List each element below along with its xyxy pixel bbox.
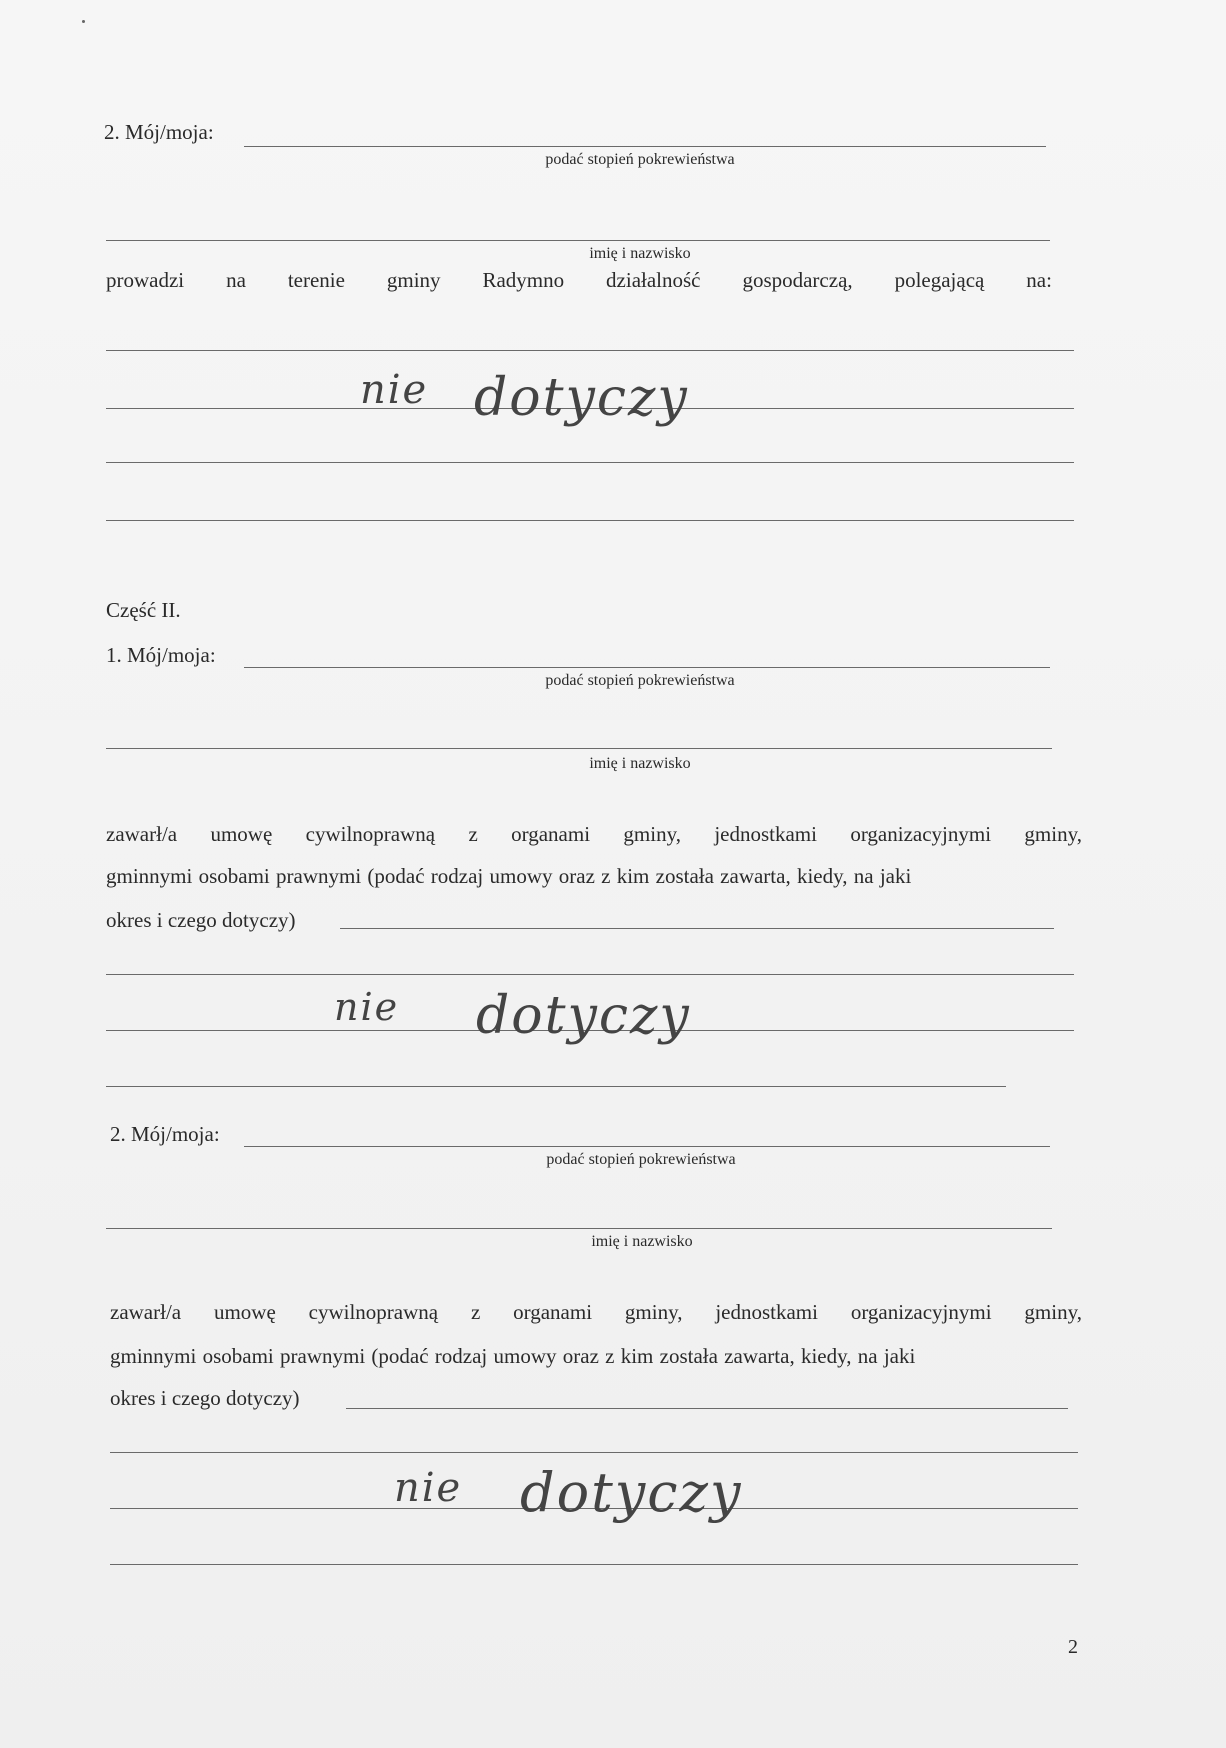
contract-text-line1 bbox=[106, 824, 1082, 845]
relation-caption: podać stopień pokrewieństwa bbox=[545, 151, 735, 168]
activity-word: gospodarczą, bbox=[742, 268, 853, 292]
activity-word: Radymno bbox=[482, 268, 565, 292]
answer-line bbox=[106, 974, 1074, 975]
contract-word: gminy, bbox=[1024, 1300, 1082, 1324]
answer-line bbox=[106, 520, 1074, 521]
relation-line bbox=[244, 667, 1050, 668]
relation-caption: podać stopień pokrewieństwa bbox=[546, 1151, 736, 1168]
name-caption: imię i nazwisko bbox=[589, 755, 691, 772]
activity-word: na: bbox=[1026, 268, 1052, 292]
contract-word: gminy, bbox=[1024, 822, 1082, 846]
contract-text-line2: gminnymi osobami prawnymi (podać rodzaj umowy oraz z kim została zawarta, kiedy, na jaki bbox=[106, 864, 912, 888]
activity-word: polegającą bbox=[894, 268, 985, 292]
relation-line bbox=[244, 1146, 1050, 1147]
relation-line bbox=[244, 146, 1046, 147]
scan-speck bbox=[82, 20, 85, 23]
handwritten-nie: nie bbox=[334, 985, 400, 1029]
handwritten-dotyczy: dotyczy bbox=[474, 368, 689, 428]
handwritten-dotyczy: dotyczy bbox=[520, 1461, 743, 1524]
contract-word: organami bbox=[511, 822, 591, 846]
answer-line bbox=[106, 462, 1074, 463]
contract-word: zawarł/a bbox=[106, 822, 178, 846]
contract-word: organizacyjnymi bbox=[850, 1300, 992, 1324]
contract-text-line3: okres i czego dotyczy) bbox=[106, 908, 296, 932]
activity-word: gminy bbox=[386, 268, 441, 292]
name-line bbox=[106, 748, 1052, 749]
name-caption: imię i nazwisko bbox=[589, 245, 691, 262]
answer-line bbox=[106, 1086, 1006, 1087]
answer-line bbox=[346, 1408, 1068, 1409]
contract-text-line1 bbox=[110, 1302, 1082, 1323]
activity-word: terenie bbox=[287, 268, 345, 292]
activity-word: na bbox=[226, 268, 246, 292]
handwritten-nie: nie bbox=[394, 1465, 463, 1511]
contract-word: cywilnoprawną bbox=[305, 822, 436, 846]
activity-text bbox=[106, 270, 1052, 291]
handwritten-dotyczy: dotyczy bbox=[476, 986, 691, 1046]
name-line bbox=[106, 1228, 1052, 1229]
item-label: 1. Mój/moja: bbox=[106, 643, 216, 667]
contract-text-line3: okres i czego dotyczy) bbox=[110, 1386, 300, 1410]
activity-word: działalność bbox=[606, 268, 701, 292]
contract-word: cywilnoprawną bbox=[308, 1300, 439, 1324]
answer-line bbox=[106, 350, 1074, 351]
contract-word: jednostkami bbox=[714, 822, 817, 846]
contract-word: umowę bbox=[210, 822, 273, 846]
name-caption: imię i nazwisko bbox=[591, 1233, 693, 1250]
section-heading: Część II. bbox=[106, 598, 181, 622]
name-line bbox=[106, 240, 1050, 241]
contract-word: organizacyjnymi bbox=[850, 822, 992, 846]
activity-word: prowadzi bbox=[106, 268, 185, 292]
contract-word: gminy, bbox=[624, 1300, 683, 1324]
answer-line bbox=[340, 928, 1054, 929]
contract-text-line2: gminnymi osobami prawnymi (podać rodzaj umowy oraz z kim została zawarta, kiedy, na jaki bbox=[110, 1344, 916, 1368]
item-label: 2. Mój/moja: bbox=[104, 120, 214, 144]
contract-word: gminy, bbox=[623, 822, 681, 846]
contract-word: jednostkami bbox=[715, 1300, 818, 1324]
answer-line bbox=[110, 1564, 1078, 1565]
contract-word: organami bbox=[513, 1300, 593, 1324]
contract-word: zawarł/a bbox=[110, 1300, 182, 1324]
contract-word: z bbox=[470, 1300, 481, 1324]
handwritten-nie: nie bbox=[360, 367, 429, 413]
contract-word: z bbox=[468, 822, 478, 846]
relation-caption: podać stopień pokrewieństwa bbox=[545, 672, 735, 689]
answer-line bbox=[110, 1452, 1078, 1453]
contract-word: umowę bbox=[213, 1300, 276, 1324]
item-label: 2. Mój/moja: bbox=[110, 1122, 220, 1146]
page-number: 2 bbox=[1068, 1636, 1078, 1658]
